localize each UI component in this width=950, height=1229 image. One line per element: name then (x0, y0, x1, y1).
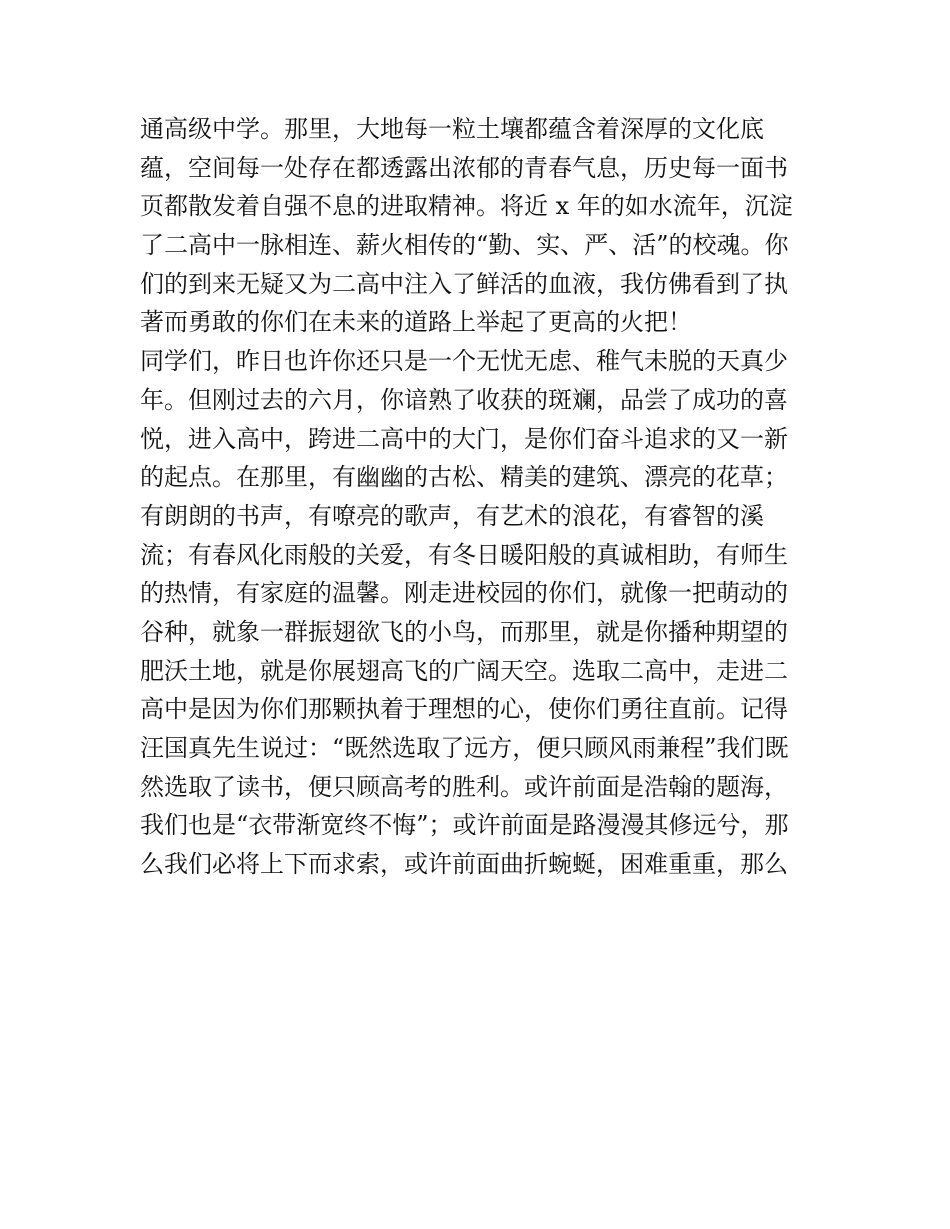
text-line: 页都散发着自强不息的进取精神。将近 x 年的如水流年，沉淀 (140, 192, 793, 221)
text-line: 著而勇敢的你们在未来的道路上举起了更高的火把！ (140, 308, 692, 337)
text-line: 谷种，就象一群振翅欲飞的小鸟，而那里，就是你播种期望的 (140, 617, 788, 646)
text-line: 了二高中一脉相连、薪火相传的“勤、实、严、活”的校魂。你 (140, 231, 789, 260)
text-line: 的热情，有家庭的温馨。刚走进校园的你们，就像一把萌动的 (140, 579, 788, 608)
text-line: 然选取了读书，便只顾高考的胜利。或许前面是浩翰的题海， (140, 772, 788, 801)
text-line: 的起点。在那里，有幽幽的古松、精美的建筑、漂亮的花草； (140, 463, 788, 492)
text-line: 同学们，昨日也许你还只是一个无忧无虑、稚气未脱的天真少 (140, 347, 788, 376)
text-line: 们的到来无疑又为二高中注入了鲜活的血液，我仿佛看到了执 (140, 269, 788, 298)
text-line: 通高级中学。那里，大地每一粒土壤都蕴含着深厚的文化底 (140, 115, 764, 143)
text-line: 我们也是“衣带渐宽终不悔”；或许前面是路漫漫其修远兮，那 (140, 811, 789, 840)
text-line: 高中是因为你们那颗执着于理想的心，使你们勇往直前。记得 (140, 695, 788, 724)
text-line: 汪国真先生说过：“既然选取了远方，便只顾风雨兼程”我们既 (140, 734, 789, 762)
body-text (140, 110, 820, 884)
text-line: 悦，进入高中，跨进二高中的大门，是你们奋斗追求的又一新 (140, 424, 788, 453)
text-line: 么我们必将上下而求索，或许前面曲折蜿蜒，困难重重，那么 (140, 850, 788, 879)
text-line: 蕴，空间每一处存在都透露出浓郁的青春气息，历史每一面书 (140, 153, 788, 182)
text-line: 有朗朗的书声，有嘹亮的歌声，有艺术的浪花，有睿智的溪 (140, 501, 764, 530)
text-line: 肥沃土地，就是你展翅高飞的广阔天空。选取二高中，走进二 (140, 656, 788, 685)
text-line: 流；有春风化雨般的关爱，有冬日暖阳般的真诚相助，有师生 (140, 540, 788, 569)
text-line: 年。但刚过去的六月，你谙熟了收获的斑斓，品尝了成功的喜 (140, 385, 788, 414)
